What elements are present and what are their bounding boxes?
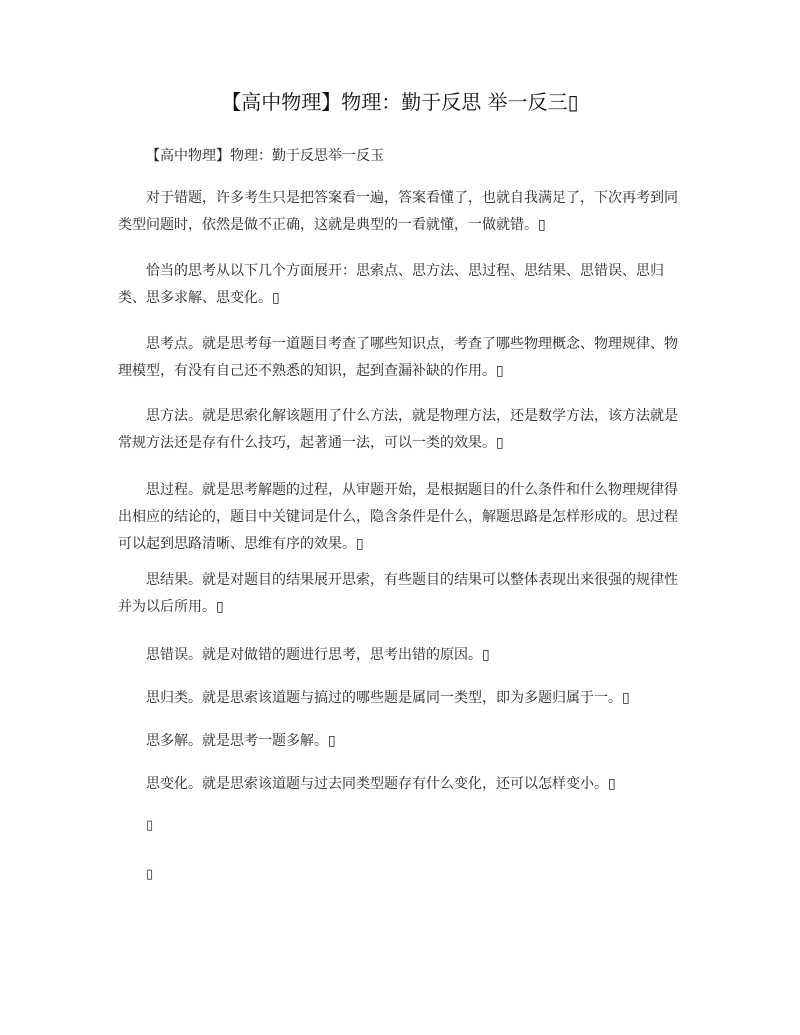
paragraph-think-categories: 思归类。就是思索该道题与搞过的哪些题是属同一类型，即为多题归属于一。▯ <box>146 690 630 706</box>
paragraph-think-variations: 思变化。就是思索该道题与过去同类型题存有什么变化，还可以怎样变小。▯ <box>146 776 616 792</box>
trailing-mark: ▯ <box>146 867 154 882</box>
paragraph-think-results: 思结果。就是对题目的结果展开思索，有些题目的结果可以整体表现出来很强的规律性并为以后所用。▯ <box>118 572 678 615</box>
document-title: 【高中物理】物理：勤于反思 举一反三▯ <box>221 90 579 114</box>
paragraph-thinking-aspects: 恰当的思考从以下几个方面展开：思索点、思方法、思过程、思结果、思错误、思归类、思多求解、思变化。▯ <box>118 263 664 306</box>
paragraph-think-multiple-solutions: 思多解。就是思考一题多解。▯ <box>146 733 336 749</box>
paragraph-think-errors: 思错误。就是对做错的题进行思考，思考出错的原因。▯ <box>146 647 490 663</box>
paragraph-think-methods: 思方法。就是思索化解该题用了什么方法，就是物理方法，还是数学方法，该方法就是常规方法还是存有什么技巧，起著通一法，可以一类的效果。▯ <box>118 408 678 451</box>
paragraph-think-process: 思过程。就是思考解题的过程，从审题开始，是根据题目的什么条件和什么物理规律得出相应的结论的，题目中关键词是什么，隐含条件是什么，解题思路是怎样形成的。思过程可以起到思路清晰、思维有序的效果。▯ <box>118 482 678 552</box>
trailing-mark: ▯ <box>146 818 154 833</box>
paragraph-wrong-answers: 对于错题，许多考生只是把答案看一遍，答案看懂了，也就自我满足了，下次再考到同类型问题时，依然是做不正确，这就是典型的一看就懂，一做就错。▯ <box>118 190 678 233</box>
paragraph-think-points: 思考点。就是思考每一道题目考查了哪些知识点，考查了哪些物理概念、物理规律、物理模型，有没有自己还不熟悉的知识，起到查漏补缺的作用。▯ <box>118 336 678 379</box>
paragraph-subtitle: 【高中物理】物理：勤于反思举一反玉 <box>146 148 384 164</box>
